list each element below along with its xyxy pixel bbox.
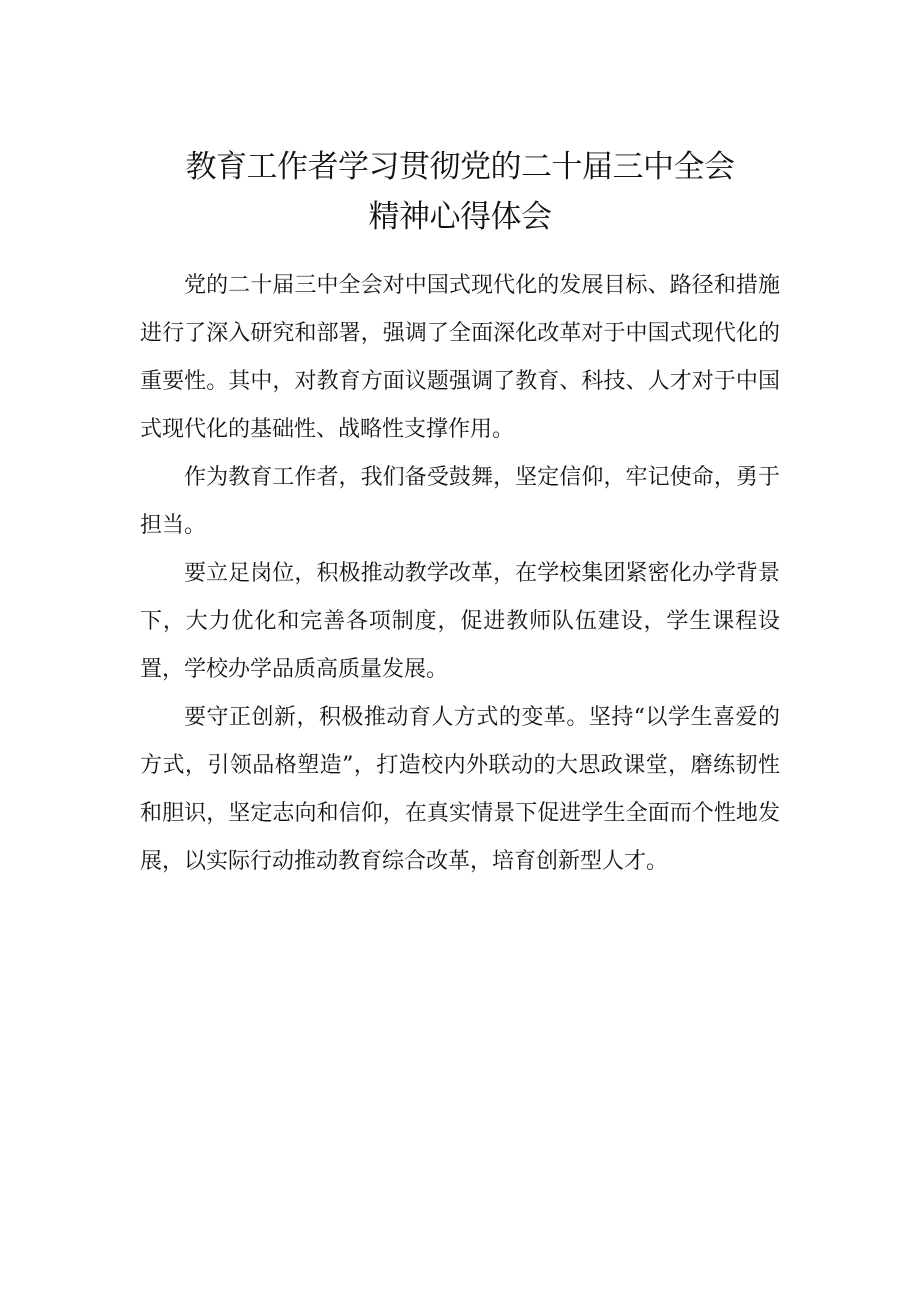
paragraph-2: 作为教育工作者，我们备受鼓舞，坚定信仰，牢记使命，勇于担当。 [140,465,780,538]
title-line-1: 教育工作者学习贯彻党的二十届三中全会 [185,149,735,185]
document-body [140,262,780,886]
document-title [0,142,920,242]
paragraph-1: 党的二十届三中全会对中国式现代化的发展目标、路径和措施进行了深入研究和部署，强调了全面深化改革对于中国式现代化的重要性。其中，对教育方面议题强调了教育、科技、人才对于中国式现代化的基础性、战略性支撑作用。 [140,273,780,442]
title-line-2: 精神心得体会 [368,199,552,235]
paragraph-3: 要立足岗位，积极推动教学改革，在学校集团紧密化办学背景下，大力优化和完善各项制度，促进教师队伍建设，学生课程设置，学校办学品质高质量发展。 [140,561,780,682]
paragraph-4: 要守正创新，积极推动育人方式的变革。坚持“以学生喜爱的方式，引领品格塑造”，打造校内外联动的大思政课堂，磨练韧性和胆识，坚定志向和信仰，在真实情景下促进学生全面而个性地发展，以实际行动推动教育综合改革，培育创新型人才。 [140,705,780,874]
